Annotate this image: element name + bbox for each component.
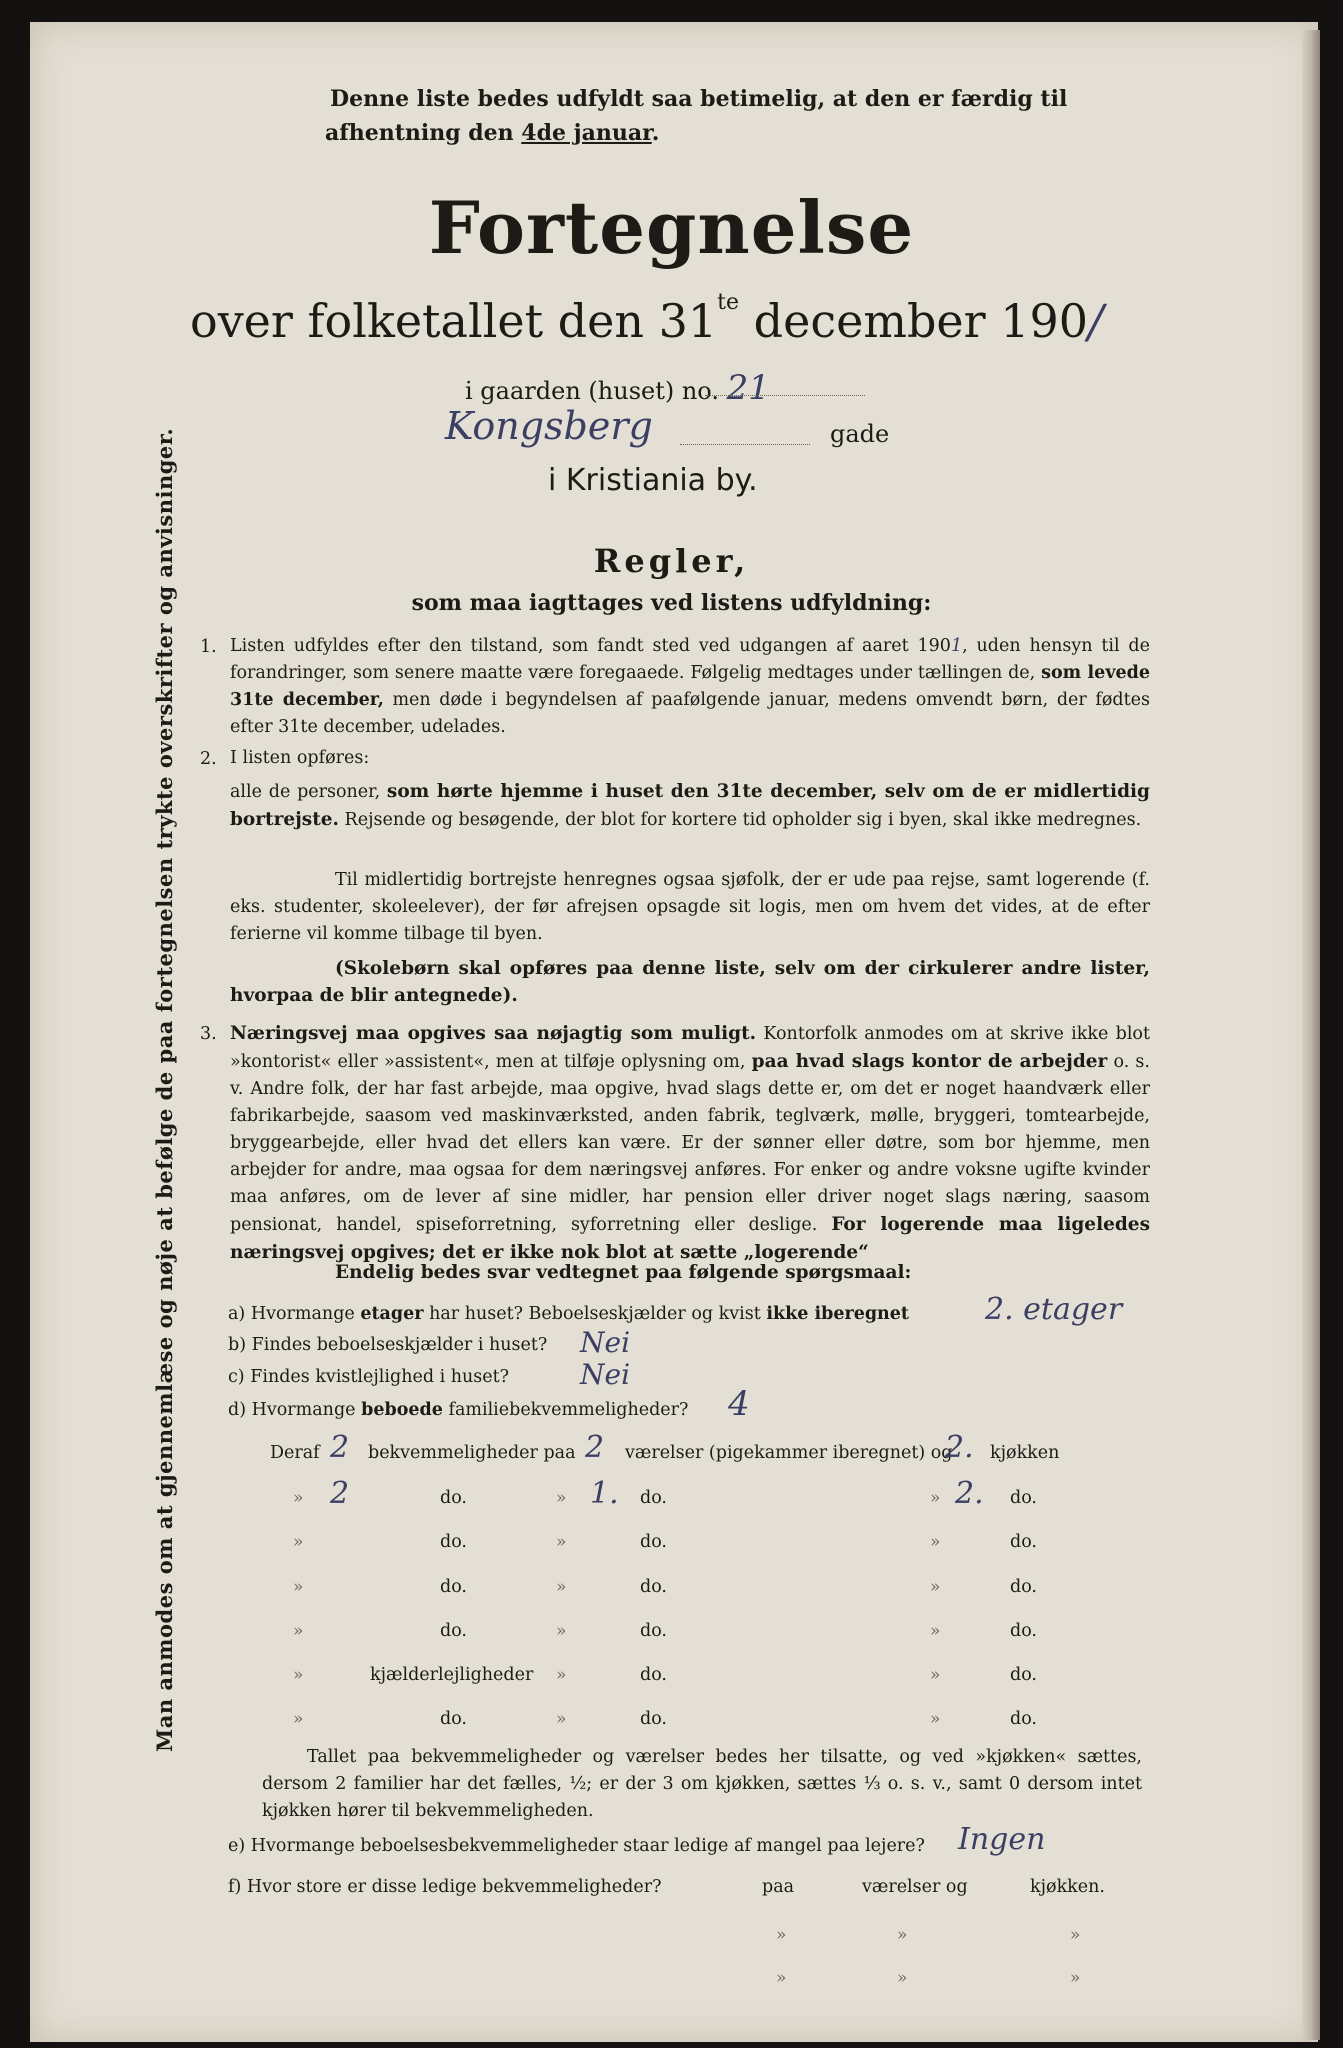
notice-line-2: afhentning den 4de januar. <box>325 120 660 146</box>
rule-2-paragraph-3: (Skolebørn skal opføres paa denne liste, selv om der cirkulerer andre lister, hvorpaa de blir antegnede). <box>230 958 1150 1006</box>
house-line: i gaarden (huset) no. 21 <box>465 368 770 408</box>
ditto-mark: » <box>776 1925 787 1945</box>
f-vaerelser: værelser og <box>862 1877 968 1897</box>
f-paa: paa <box>762 1877 795 1897</box>
row2-rooms: 1. <box>590 1476 619 1511</box>
notice-line-1: Denne liste bedes udfyldt saa betimelig, at den er færdig til <box>330 86 1068 112</box>
rule-2-intro: I listen opføres: <box>230 748 370 768</box>
notice <box>325 82 1068 150</box>
ditto-mark: » <box>556 1709 567 1729</box>
ditto-mark: » <box>293 1665 304 1685</box>
table-bekv: bekvemmeligheder paa <box>368 1443 576 1463</box>
question-b: b) Findes beboelseskjælder i huset? <box>228 1335 548 1355</box>
house-number-dots <box>705 395 865 396</box>
side-note: Man anmodes om at gjennemlæse og nøje at befølge de paa fortegnelsen trykte overskrifter og anvisninger. <box>152 427 177 1752</box>
rule-2: alle de personer, som hørte hjemme i huset den 31te december, selv om de er midlertidig bortrejste. Rejsende og besøgende, der blot for kortere tid opholder sig i byen, skal ikke medregnes. <box>230 781 1150 830</box>
house-number: 21 <box>726 368 770 408</box>
paper-edge <box>1302 30 1320 2040</box>
question-a: a) Hvormange etager har huset? Beboelseskjælder og kvist ikke iberegnet <box>228 1304 910 1324</box>
row1-kitchen: 2. <box>945 1430 974 1465</box>
year-handwritten: / <box>1088 294 1104 348</box>
ditto-mark: » <box>930 1665 941 1685</box>
answer-c: Nei <box>580 1358 631 1391</box>
answer-a: 2. etager <box>985 1292 1123 1327</box>
rule-1-number: 1. <box>200 637 217 657</box>
do-col3: do. <box>1010 1488 1037 1508</box>
do-col3: do. <box>1010 1665 1037 1685</box>
question-e: e) Hvormange beboelsesbekvemmeligheder staar ledige af mangel paa lejere? <box>228 1836 925 1856</box>
ditto-mark: » <box>556 1488 567 1508</box>
table-kjokken: kjøkken <box>990 1443 1060 1463</box>
ditto-mark: » <box>1070 1968 1081 1988</box>
rule-2-paragraph-2: Til midlertidig bortrejste henregnes ogsaa sjøfolk, der er ude paa rejse, samt logerende (f. eks. studenter, skoleelever), der før afrejsen opsagde sit logis, men om hvem det vides, at de efter ferierne vil komme tilbage til byen. <box>230 870 1150 944</box>
question-c: c) Findes kvistlejlighed i huset? <box>228 1367 510 1387</box>
ditto-mark: » <box>930 1532 941 1552</box>
do-col2: do. <box>640 1621 667 1641</box>
ditto-mark: » <box>556 1665 567 1685</box>
ditto-mark: » <box>293 1577 304 1597</box>
cellar-dwellings: kjælderlejligheder <box>370 1665 534 1685</box>
ditto-mark: » <box>556 1621 567 1641</box>
answer-d: 4 <box>728 1384 750 1424</box>
city-line: i Kristiania by. <box>548 463 758 498</box>
question-f: f) Hvor store er disse ledige bekvemmeligheder? <box>228 1877 662 1897</box>
answer-e: Ingen <box>958 1822 1046 1857</box>
subtitle: over folketallet den $31^{te}$ december 190/ <box>190 290 1104 348</box>
questions-intro: Endelig bedes svar vedtegnet paa følgende spørgsmaal: <box>335 1262 912 1283</box>
ditto-mark: » <box>293 1621 304 1641</box>
ditto-mark: » <box>897 1968 908 1988</box>
ditto-mark: » <box>897 1925 908 1945</box>
do-col3: do. <box>1010 1532 1037 1552</box>
ditto-mark: » <box>930 1621 941 1641</box>
row1-count: 2 <box>330 1430 350 1465</box>
street-suffix: gade <box>830 420 890 448</box>
do-col2: do. <box>640 1709 667 1729</box>
answer-b: Nei <box>580 1326 631 1359</box>
do-col1: do. <box>440 1532 467 1552</box>
f-kjokken: kjøkken. <box>1030 1877 1105 1897</box>
street-dots <box>680 444 810 445</box>
ditto-mark: » <box>556 1577 567 1597</box>
table-note: Tallet paa bekvemmeligheder og værelser bedes her tilsatte, og ved »kjøkken« sættes, dersom 2 familier har det fælles, ½; er der 3 om kjøkken, sættes ⅓ o. s. v., samt 0 dersom intet kjøkken hører til bekvemmeligheden. <box>262 1747 1142 1821</box>
ditto-mark: » <box>293 1532 304 1552</box>
question-d: d) Hvormange beboede familiebekvemmeligheder? <box>228 1400 689 1420</box>
do-col2: do. <box>640 1532 667 1552</box>
rules-heading: Regler, <box>593 542 750 580</box>
table-vaer: værelser (pigekammer iberegnet) og <box>625 1443 953 1463</box>
page-title: Fortegnelse <box>428 185 915 270</box>
ditto-mark: » <box>293 1709 304 1729</box>
do-col2: do. <box>640 1577 667 1597</box>
rule-2-number: 2. <box>200 749 217 769</box>
do-col2: do. <box>640 1488 667 1508</box>
do-col3: do. <box>1010 1577 1037 1597</box>
ditto-mark: » <box>930 1488 941 1508</box>
do-col1: do. <box>440 1488 467 1508</box>
rules-subheading: som maa iagttages ved listens udfyldning: <box>411 590 932 616</box>
ditto-mark: » <box>776 1968 787 1988</box>
do-col3: do. <box>1010 1621 1037 1641</box>
do-col3: do. <box>1010 1709 1037 1729</box>
pickup-date: 4de januar <box>521 120 652 146</box>
street-name: Kongsberg <box>445 404 653 448</box>
ditto-mark: » <box>556 1532 567 1552</box>
row1-rooms: 2 <box>585 1430 605 1465</box>
rule-3-number: 3. <box>200 1024 217 1044</box>
ditto-mark: » <box>1070 1925 1081 1945</box>
rule-3: Næringsvej maa opgives saa nøjagtig som muligt. Kontorfolk anmodes om at skrive ikke blot »kontorist« eller »assistent«, men at tilføje oplysning om, paa hvad slags kontor de arbejder o. s. v. Andre folk, der har fast arbejde, maa opgive, hvad slags dette er, om det er noget haandværk eller fabrikarbejde, saasom ved maskinværksted, anden fabrik, teglværk, mølle, bryggeri, tomtearbejde, bryggearbejde, eller hvad det ellers kan være. Er der sønner eller døtre, som bor hjemme, men arbejder for andre, maa ogsaa for dem næringsvej anføres. For enker og andre voksne ugifte kvinder maa anføres, om de lever af sine midler, har pension eller driver noget slags næring, saasom pensionat, handel, spiseforretning, syforretning eller deslige. For logerende maa ligeledes næringsvej opgives; det er ikke nok blot at sætte „logerende“ <box>230 1023 1150 1263</box>
do-col1: do. <box>440 1709 467 1729</box>
row2-count: 2 <box>330 1476 350 1511</box>
ditto-mark: » <box>930 1577 941 1597</box>
do-col1: do. <box>440 1621 467 1641</box>
ditto-mark: » <box>930 1709 941 1729</box>
table-deraf: Deraf <box>270 1443 320 1463</box>
do-col1: do. <box>440 1577 467 1597</box>
row2-kitchen: 2. <box>955 1476 984 1511</box>
do-col2: do. <box>640 1665 667 1685</box>
rule-1: Listen udfyldes efter den tilstand, som fandt sted ved udgangen af aaret 1901, uden hensyn til de forandringer, som senere maatte være foregaaede. Følgelig medtages under tællingen de, som levede 31te december, men døde i begyndelsen af paafølgende januar, medens omvendt børn, der fødtes efter 31te december, udelades. <box>230 636 1150 737</box>
ditto-mark: » <box>293 1488 304 1508</box>
